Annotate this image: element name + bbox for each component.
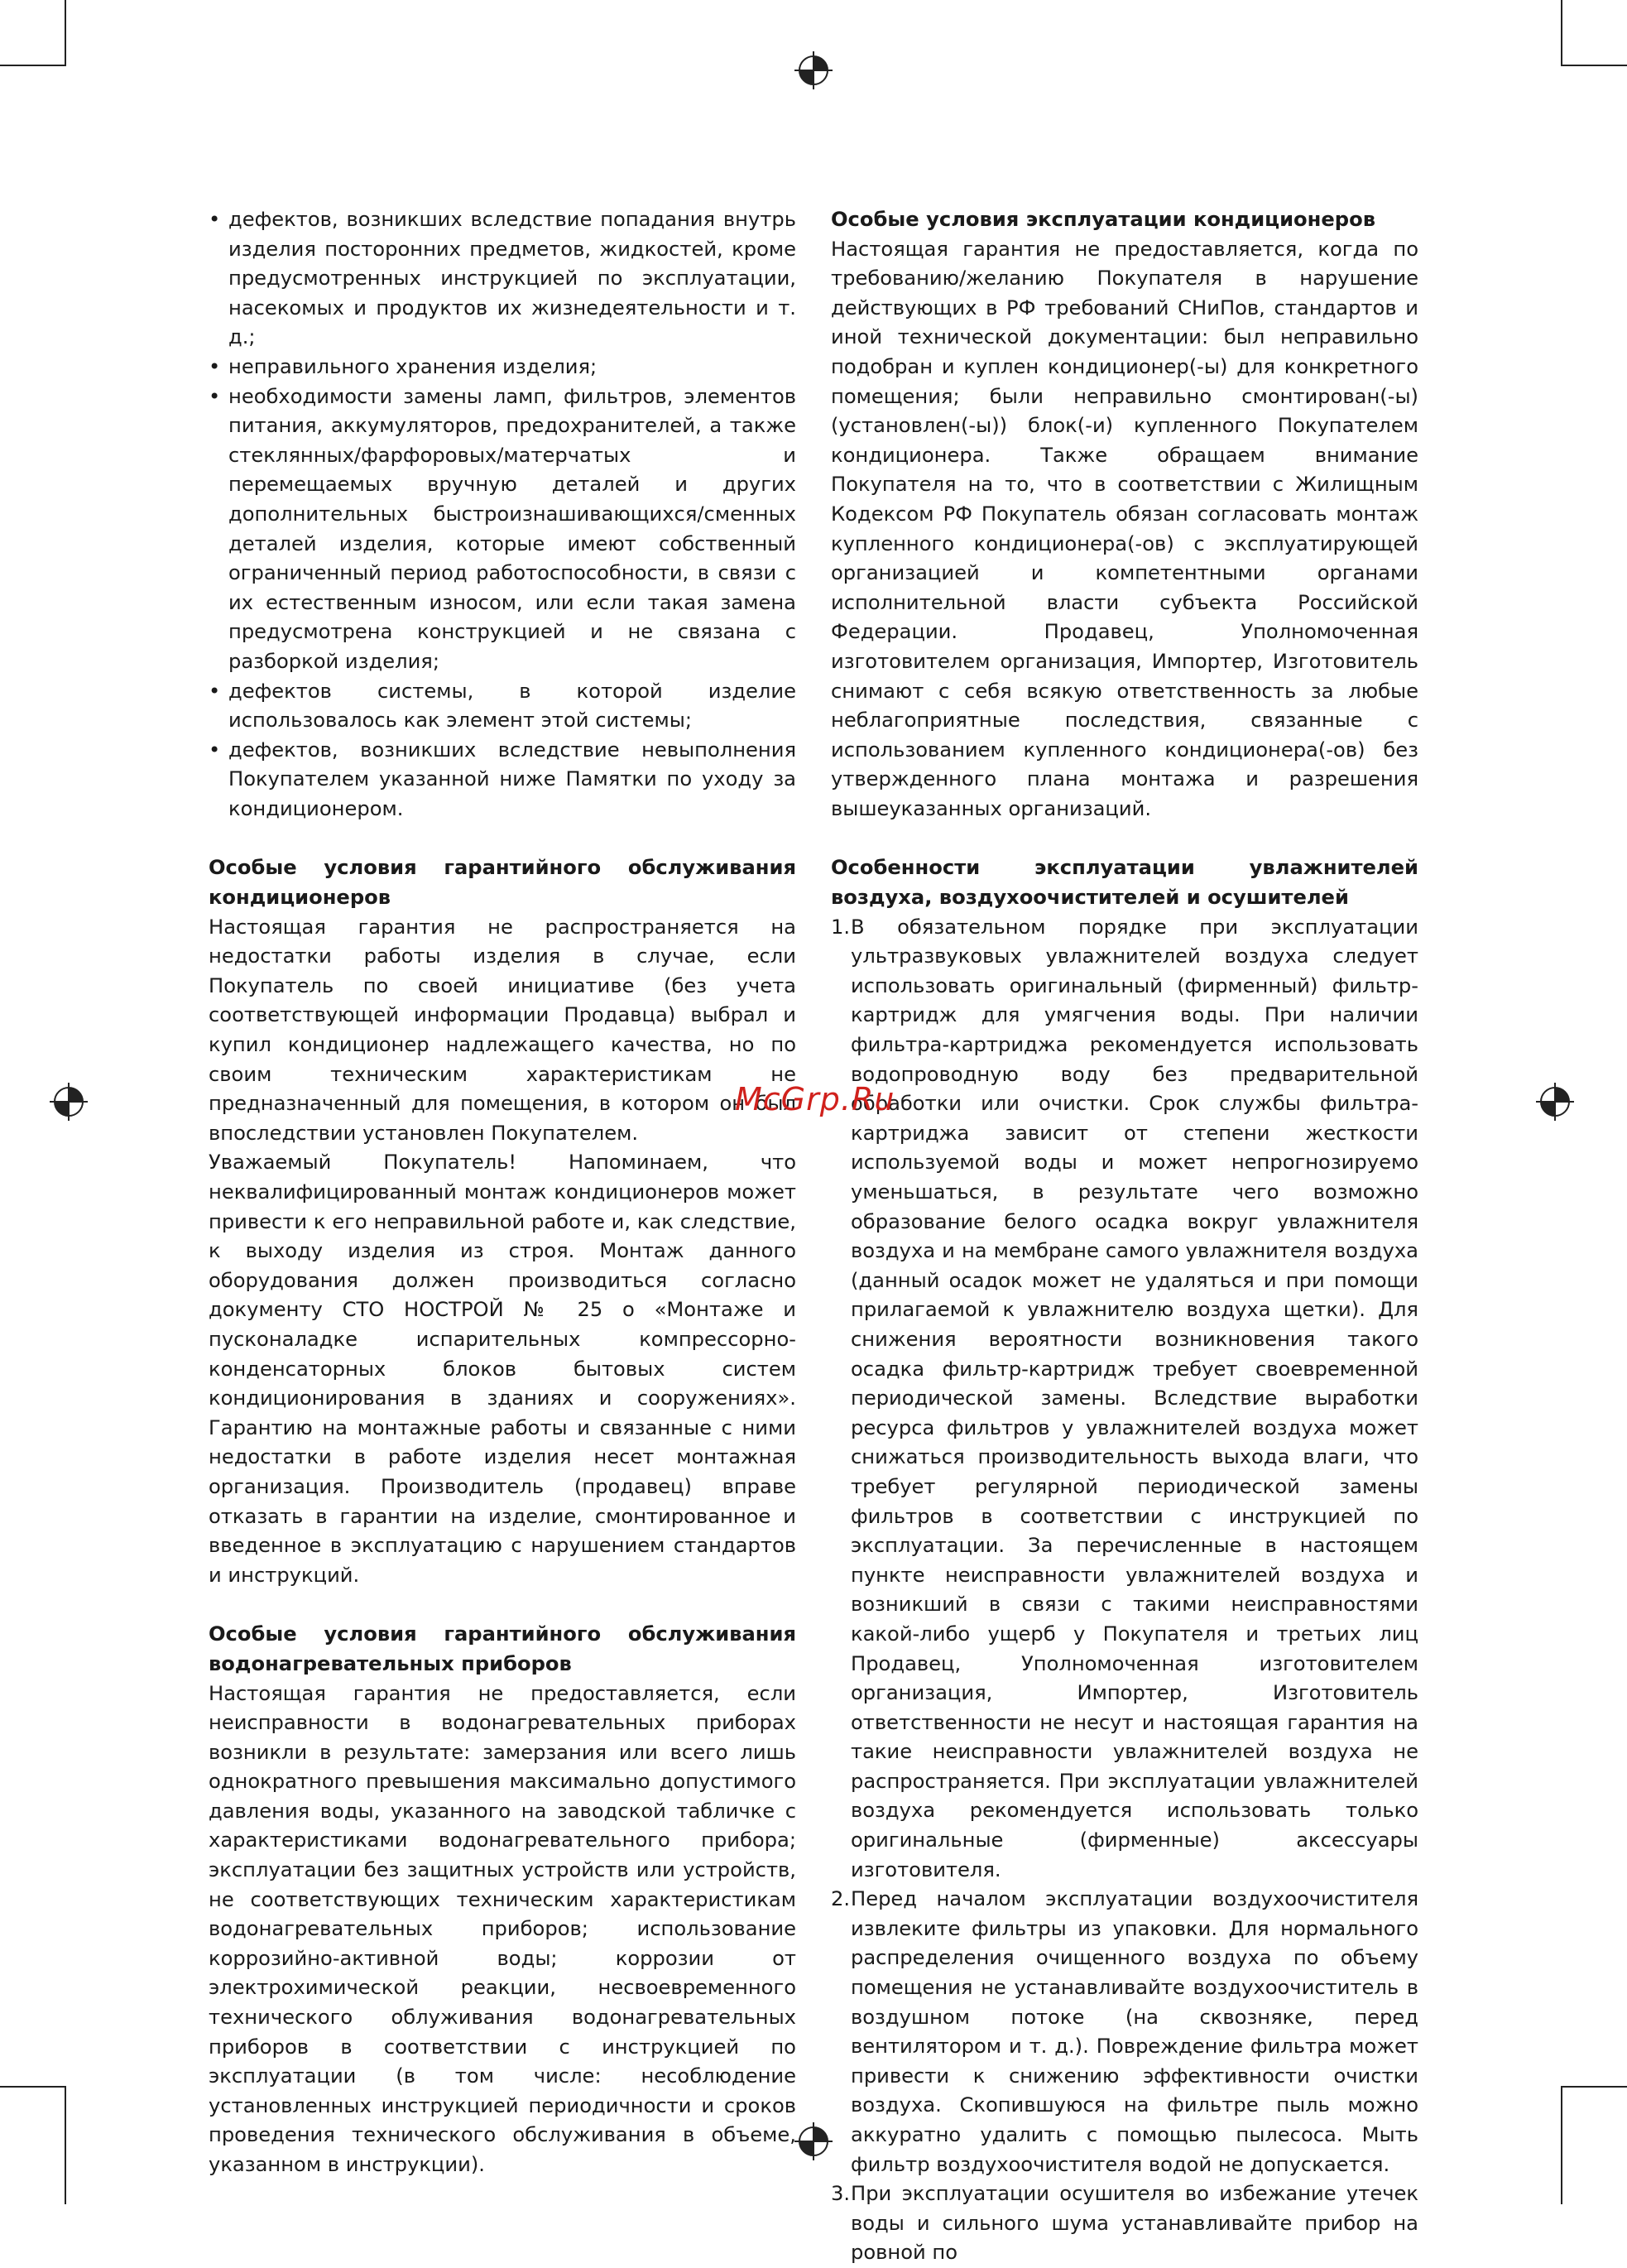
- list-item: [831, 2179, 1418, 2268]
- left-column: [209, 205, 796, 2180]
- list-item: [831, 913, 1418, 1886]
- item-text: Перед началом эксплуатации воздухоочистителя извлеките фильтры из упаковки. Для нормального распределения очищенного воздуха по объему помещения не устанавливайте воздухоочиститель в воздушном потоке (на сквозняке, перед вентилятором и т. д.). Повреждение фильтра может привести к снижению эффективности очистки воздуха. Скопившуюся на фильтре пыль можно аккуратно удалить с помощью пылесоса. Мыть фильтр воздухоочистителя водой не допускается.: [851, 1887, 1418, 2176]
- list-item: • необходимости замены ламп, фильтров, элементов питания, аккумуляторов, предохранителей, а также стеклянных/фарфоровых/матерчатых и перемещаемых вручную деталей и других дополнительных быстроизнашивающихся/сменных деталей изделия, которые имеют собственный ограниченный период работоспособности, в связи с их естественным износом, или если такая замена предусмотрена конструкцией и не связана с разборкой изделия;: [209, 382, 796, 677]
- item-number: 3.: [831, 2182, 851, 2206]
- list-item: • дефектов, возникших вследствие невыполнения Покупателем указанной ниже Памятки по уходу за кондиционером.: [209, 736, 796, 824]
- section-heading-ac-operation: Особые условия эксплуатации кондиционеров: [831, 208, 1376, 231]
- paragraph: Настоящая гарантия не распространяется на недостатки работы изделия в случае, если Покупатель по своей инициативе (без учета соответствующей информации Продавца) выбрал и купил кондиционер надлежащего качества, но по своим техническим характеристикам не предназначенный для помещения, в котором он был впоследствии установлен Покупателем.: [209, 915, 796, 1145]
- paragraph: Уважаемый Покупатель! Напоминаем, что неквалифицированный монтаж кондиционеров может привести к его неправильной работе и, как следствие, к выходу изделия из строя. Монтаж данного оборудования должен производиться согласно документу СТО НОСТРОЙ № 25 о «Монтаже и пусконаладке испарительных компрессорно-конденсаторных блоков бытовых систем кондиционирования в зданиях и сооружениях». Гарантию на монтажные работы и связанные с ними недостатки в работе изделия несет монтажная организация. Производитель (продавец) вправе отказать в гарантии на изделие, смонтированное и введенное в эксплуатацию с нарушением стандартов и инструкций.: [209, 1151, 796, 1587]
- item-number: 2.: [831, 1887, 851, 1911]
- paragraph: Настоящая гарантия не предоставляется, когда по требованию/желанию Покупателя в нарушение действующих в РФ требований СНиПов, стандартов и иной технической документации: был неправильно подобран и куплен кондиционер(-ы) для конкретного помещения; были неправильно смонтирован(-ы) (установлен(-ы)) блок(-и) купленного Покупателем кондиционера. Также обращаем внимание Покупателя на то, что в соответствии с Жилищным Кодексом РФ Покупатель обязан согласовать монтаж купленного кондиционера(-ов) с эксплуатирующей организацией и компетентными органами исполнительной власти субъекта Российской Федерации. Продавец, Уполномоченная изготовителем организация, Импортер, Изготовитель снимают с себя всякую ответственность за любые неблагоприятные последствия, связанные с использованием купленного кондиционера(-ов) без утвержденного плана монтажа и разрешения вышеуказанных организаций.: [831, 237, 1418, 820]
- crop-mark: [1561, 65, 1627, 66]
- section-heading-water-heater-warranty: Особые условия гарантийного обслуживания водонагревательных приборов: [209, 1622, 796, 1675]
- crop-mark: [0, 65, 66, 66]
- item-number: 1.: [831, 915, 851, 939]
- right-column: [831, 205, 1418, 2268]
- paragraph: Настоящая гарантия не предоставляется, если неисправности в водонагревательных приборах возникли в результате: замерзания или всего лишь однократного превышения максимально допустимого давления воды, указанного на заводской табличке с характеристиками водонагревательного прибора; эксплуатации без защитных устройств или устройств, не соответствующих техническим характеристикам водонагревательных приборов; использование коррозийно-активной воды; коррозии от электрохимической реакции, несвоевременного технического облуживания водонагревательных приборов в соответствии с инструкцией по эксплуатации (в том числе: несоблюдение установленных инструкцией периодичности и сроков проведения технического обслуживания в объеме, указанном в инструкции).: [209, 1681, 796, 2176]
- registration-mark-icon: [794, 51, 833, 89]
- registration-mark-icon: [1536, 1083, 1574, 1121]
- section-heading-humidifiers: Особенности эксплуатации увлажнителей воздуха, воздухоочистителей и осушителей: [831, 856, 1418, 910]
- crop-mark: [1561, 2086, 1562, 2204]
- crop-mark: [1561, 0, 1562, 66]
- item-text: В обязательном порядке при эксплуатации ультразвуковых увлажнителей воздуха следует использовать оригинальный (фирменный) фильтр-картридж для умягчения воды. При наличии фильтра-картриджа рекомендуется использовать водопроводную воду без предварительной обработки или очистки. Срок службы фильтра-картриджа зависит от степени жесткости используемой воды и может непрогнозируемо уменьшаться, в результате чего возможно образование белого осадка вокруг увлажнителя воздуха и на мембране самого увлажнителя воздуха (данный осадок может не удаляться и при помощи прилагаемой к увлажнителю воздуха щетки). Для снижения вероятности возникновения такого осадка фильтр-картридж требует своевременной периодической замены. Вследствие выработки ресурса фильтров у увлажнителей воздуха может снижаться производительность выхода влаги, что требует регулярной периодической замены фильтров в соответствии с инструкцией по эксплуатации. За перечисленные в настоящем пункте неисправности увлажнителей воздуха и возникший в связи с такими неисправностями какой-либо ущерб у Покупателя и третьих лиц Продавец, Уполномоченная изготовителем организация, Импортер, Изготовитель ответственности не несут и настоящая гарантия на такие неисправности увлажнителей воздуха не распространяется. При эксплуатации увлажнителей воздуха рекомендуется использовать только оригинальные (фирменные) аксессуары изготовителя.: [851, 915, 1418, 1881]
- crop-mark: [0, 2086, 66, 2088]
- crop-mark: [1561, 2086, 1627, 2088]
- list-item: [831, 1885, 1418, 2179]
- humidifier-rules-list: [831, 913, 1418, 2268]
- list-item: • дефектов системы, в которой изделие использовалось как элемент этой системы;: [209, 677, 796, 736]
- registration-mark-icon: [794, 2122, 833, 2160]
- registration-mark-icon: [50, 1083, 88, 1121]
- list-item: • неправильного хранения изделия;: [209, 353, 796, 382]
- crop-mark: [65, 0, 66, 66]
- watermark: McGrp.Ru: [735, 1081, 895, 1117]
- crop-mark: [65, 2086, 66, 2204]
- section-heading-ac-warranty: Особые условия гарантийного обслуживания кондиционеров: [209, 856, 796, 910]
- list-item: • дефектов, возникших вследствие попадания внутрь изделия посторонних предметов, жидкостей, кроме предусмотренных инструкцией по эксплуатации, насекомых и продуктов их жизнедеятельности и т. д.;: [209, 205, 796, 353]
- defects-list: [209, 205, 796, 824]
- item-text: При эксплуатации осушителя во избежание утечек воды и сильного шума устанавливайте прибор на ровной по: [851, 2182, 1418, 2265]
